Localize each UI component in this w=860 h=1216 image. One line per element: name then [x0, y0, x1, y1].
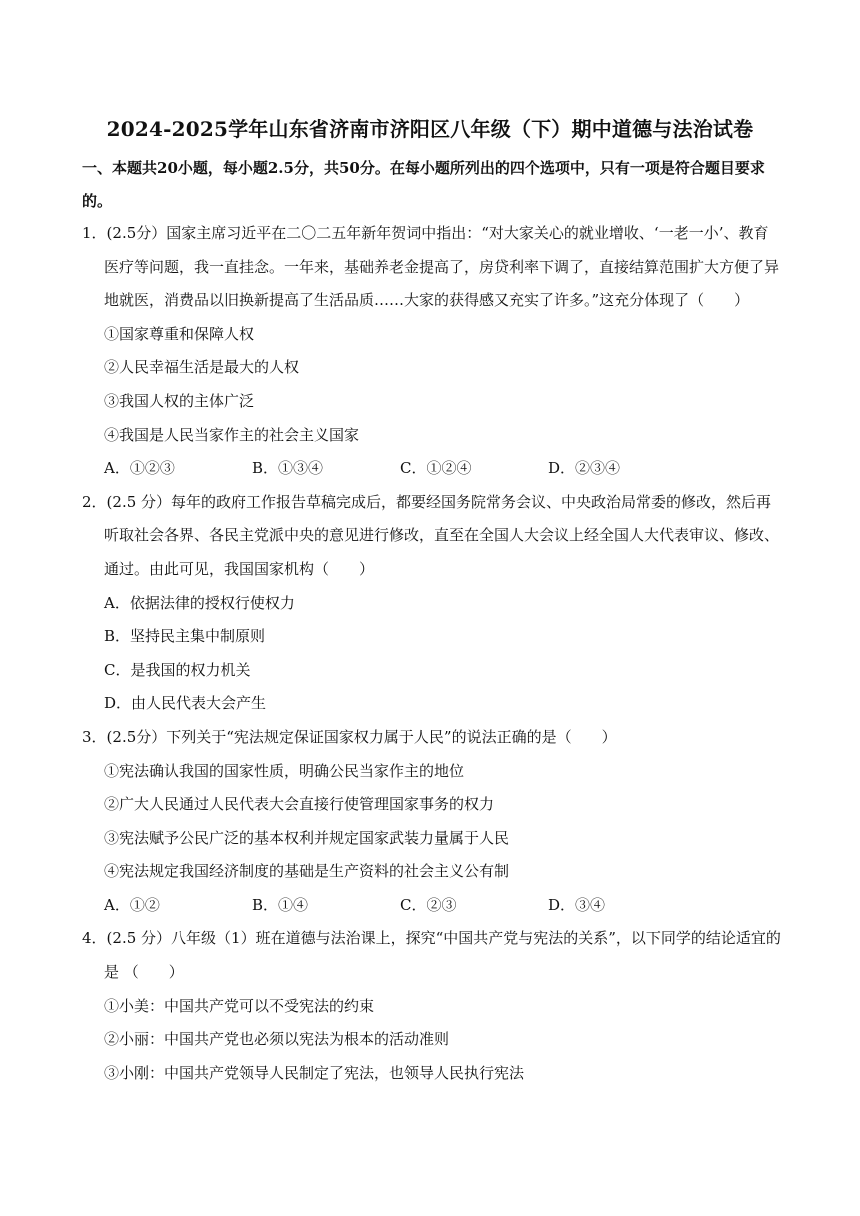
answer-options	[82, 452, 782, 486]
question-2	[82, 486, 782, 721]
question-3	[82, 721, 782, 923]
section-heading: 一、本题共20小题，每小题2.5分，共50分。在每小题所列出的四个选项中，只有一项是符合题目要求的。	[82, 159, 765, 210]
statement-item: ③宪法赋予公民广泛的基本权利并规定国家武装力量属于人民	[104, 828, 510, 847]
option-a: A．①②	[104, 895, 160, 914]
statement-item: ①国家尊重和保障人权	[104, 324, 255, 343]
option-c: C．①②④	[400, 459, 472, 478]
question-stem: 4．(2.5 分）八年级（1）班在道德与法治课上，探究“中国共产党与宪法的关系”，以下同学的结论适宜的是 （ ）	[82, 929, 781, 982]
question-stem: 3．(2.5分）下列关于“宪法规定保证国家权力属于人民”的说法正确的是（ ）	[82, 727, 617, 746]
statement-item: ④宪法规定我国经济制度的基础是生产资料的社会主义公有制	[104, 862, 510, 881]
option-c: C．是我国的权力机关	[104, 660, 251, 679]
option-b: B．①③④	[252, 459, 324, 478]
question-stem: 2．(2.5 分）每年的政府工作报告草稿完成后，都要经国务院常务会议、中央政治局常委的修改，然后再听取社会各界、各民主党派中央的意见进行修改，直至在全国人大会议上经全国人大代表审议、修改、通过。由此可见，我国国家机构（ ）	[82, 492, 780, 578]
option-d: D．由人民代表大会产生	[104, 694, 267, 713]
question-stem: 1．(2.5分）国家主席习近平在二〇二五年新年贺词中指出：“对大家关心的就业增收、‘一老一小’、教育医疗等问题，我一直挂念。一年来，基础养老金提高了，房贷利率下调了，直接结算范围扩大方便了异地就医，消费品以旧换新提高了生活品质……大家的获得感又充实了许多。”这充分体现了（ ）	[82, 224, 780, 310]
statement-item: ③小刚：中国共产党领导人民制定了宪法，也领导人民执行宪法	[104, 1063, 525, 1082]
option-a: A．依据法律的授权行使权力	[104, 593, 295, 612]
statement-item: ④我国是人民当家作主的社会主义国家	[104, 425, 360, 444]
statement-item: ①小美：中国共产党可以不受宪法的约束	[104, 996, 375, 1015]
option-b: B．坚持民主集中制原则	[104, 627, 266, 646]
statement-item: ②广大人民通过人民代表大会直接行使管理国家事务的权力	[104, 795, 495, 814]
option-b: B．①④	[252, 895, 309, 914]
question-list	[82, 217, 782, 1090]
statement-item: ②小丽：中国共产党也必须以宪法为根本的活动准则	[104, 1030, 450, 1049]
question-1	[82, 217, 782, 486]
page-title: 2024-2025学年山东省济南市济阳区八年级（下）期中道德与法治试卷	[106, 117, 754, 141]
statement-item: ①宪法确认我国的国家性质，明确公民当家作主的地位	[104, 761, 465, 780]
question-4	[82, 922, 782, 1090]
statement-item: ②人民幸福生活是最大的人权	[104, 358, 300, 377]
statement-item: ③我国人权的主体广泛	[104, 391, 255, 410]
option-c: C．②③	[400, 895, 457, 914]
option-d: D．③④	[548, 895, 606, 914]
option-a: A．①②③	[104, 459, 175, 478]
option-d: D．②③④	[548, 459, 621, 478]
answer-options	[82, 889, 782, 923]
